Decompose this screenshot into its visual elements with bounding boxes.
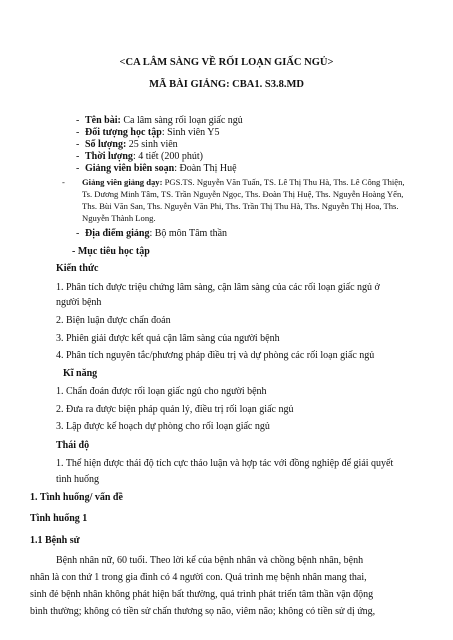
case-heading: Tình huống 1 (30, 513, 88, 524)
lecturers-bullet: - (62, 177, 65, 187)
skills-item: 3. Lập được kế hoạch dự phòng cho rối loạn giấc ngủ (56, 421, 270, 432)
knowledge-item: người bệnh (56, 297, 102, 308)
meta-label: Số lượng: (85, 139, 127, 150)
lecturers-label: Giảng viên giảng dạy: (82, 177, 163, 187)
meta-value: Ca lâm sàng rối loạn giấc ngủ (120, 115, 243, 126)
meta-value: : 4 tiết (200 phút) (132, 151, 203, 162)
knowledge-heading: Kiến thức (56, 263, 99, 274)
meta-label: Tên bài: (85, 115, 121, 126)
meta-item-topic: - Tên bài: Ca lâm sàng rối loạn giấc ngủ (76, 115, 243, 126)
knowledge-item: 1. Phân tích được triệu chứng lâm sàng, cận lâm sàng của các rối loạn giấc ngủ ở (56, 282, 380, 293)
meta-label: Đối tượng học tập (85, 127, 162, 138)
attitude-item: 1. Thể hiện được thái độ tích cực thảo luận và hợp tác với đồng nghiệp để giải quyết (56, 458, 394, 469)
lecturers-line-3: Ths. Bùi Văn San, Ths. Nguyễn Văn Phi, Ths. Trần Thị Thu Hà, Ths. Nguyễn Thị Hoa, Ths. (82, 201, 399, 211)
lecturers-line-2: Ts. Dương Minh Tâm, TS. Trần Nguyễn Ngọc, Ths. Đoàn Thị Huệ, Ths. Nguyễn Hoàng Yến, (82, 189, 404, 199)
history-line: bình thường; không có tiền sử chấn thương sọ não, viêm não; không có tiền sử dị ứng, (30, 606, 376, 617)
meta-value: 25 sinh viên (126, 139, 178, 150)
knowledge-item: 4. Phân tích nguyên tắc/phương pháp điều trị và dự phòng các rối loạn giấc ngủ (56, 350, 375, 361)
skills-item: 1. Chẩn đoán được rối loạn giấc ngủ cho người bệnh (56, 386, 267, 397)
meta-label: Địa điểm giảng (85, 228, 150, 239)
meta-label: Thời lượng (85, 151, 133, 162)
attitude-item: tình huống (56, 474, 100, 485)
objectives-heading: - Mục tiêu học tập (72, 246, 150, 257)
document-title: <CA LÂM SÀNG VỀ RỐI LOẠN GIẤC NGỦ> (119, 57, 334, 68)
meta-item-author: - Giảng viên biên soạn: Đoàn Thị Huệ (76, 163, 237, 174)
meta-value: : Sinh viên Y5 (161, 127, 220, 138)
lecturers-line-1 (82, 177, 405, 189)
lecturers-text: PGS.TS. Nguyễn Văn Tuấn, TS. Lê Thị Thu Hà, Ths. Lê Công Thiện, (162, 177, 405, 187)
knowledge-item: 2. Biện luận được chẩn đoán (56, 315, 171, 326)
lecture-code: MÃ BÀI GIẢNG: CBA1. S3.8.MD (149, 79, 304, 90)
meta-item-location: - Địa điểm giảng: Bộ môn Tâm thần (76, 228, 228, 239)
meta-item-audience: - Đối tượng học tập: Sinh viên Y5 (76, 127, 220, 138)
lecturers-line-4: Nguyễn Thành Long. (82, 213, 156, 223)
skills-item: 2. Đưa ra được biện pháp quản lý, điều trị rối loạn giấc ngủ (56, 404, 294, 415)
history-heading: 1.1 Bệnh sử (30, 535, 80, 546)
meta-item-count: - Số lượng: 25 sinh viên (76, 139, 178, 150)
section-heading: 1. Tình huống/ vấn đề (30, 492, 123, 503)
meta-value: : Bộ môn Tâm thần (149, 228, 228, 239)
attitude-heading: Thái độ (56, 440, 90, 451)
knowledge-item: 3. Phiên giải được kết quả cận lâm sàng của người bệnh (56, 333, 280, 344)
history-line: sinh đẻ bệnh nhân không phát hiện bất thường, quá trình phát triển tâm thần vận động (30, 589, 374, 600)
meta-label: Giảng viên biên soạn (85, 163, 175, 174)
history-line: nhân là con thứ 1 trong gia đình có 4 người con. Quá trình mẹ bệnh nhân mang thai, (30, 572, 367, 583)
meta-item-duration: - Thời lượng: 4 tiết (200 phút) (76, 151, 203, 162)
meta-value: : Đoàn Thị Huệ (174, 163, 237, 174)
skills-heading: Kĩ năng (63, 368, 98, 379)
history-line: Bệnh nhân nữ, 60 tuổi. Theo lời kể của bệnh nhân và chồng bệnh nhân, bệnh (56, 555, 364, 566)
